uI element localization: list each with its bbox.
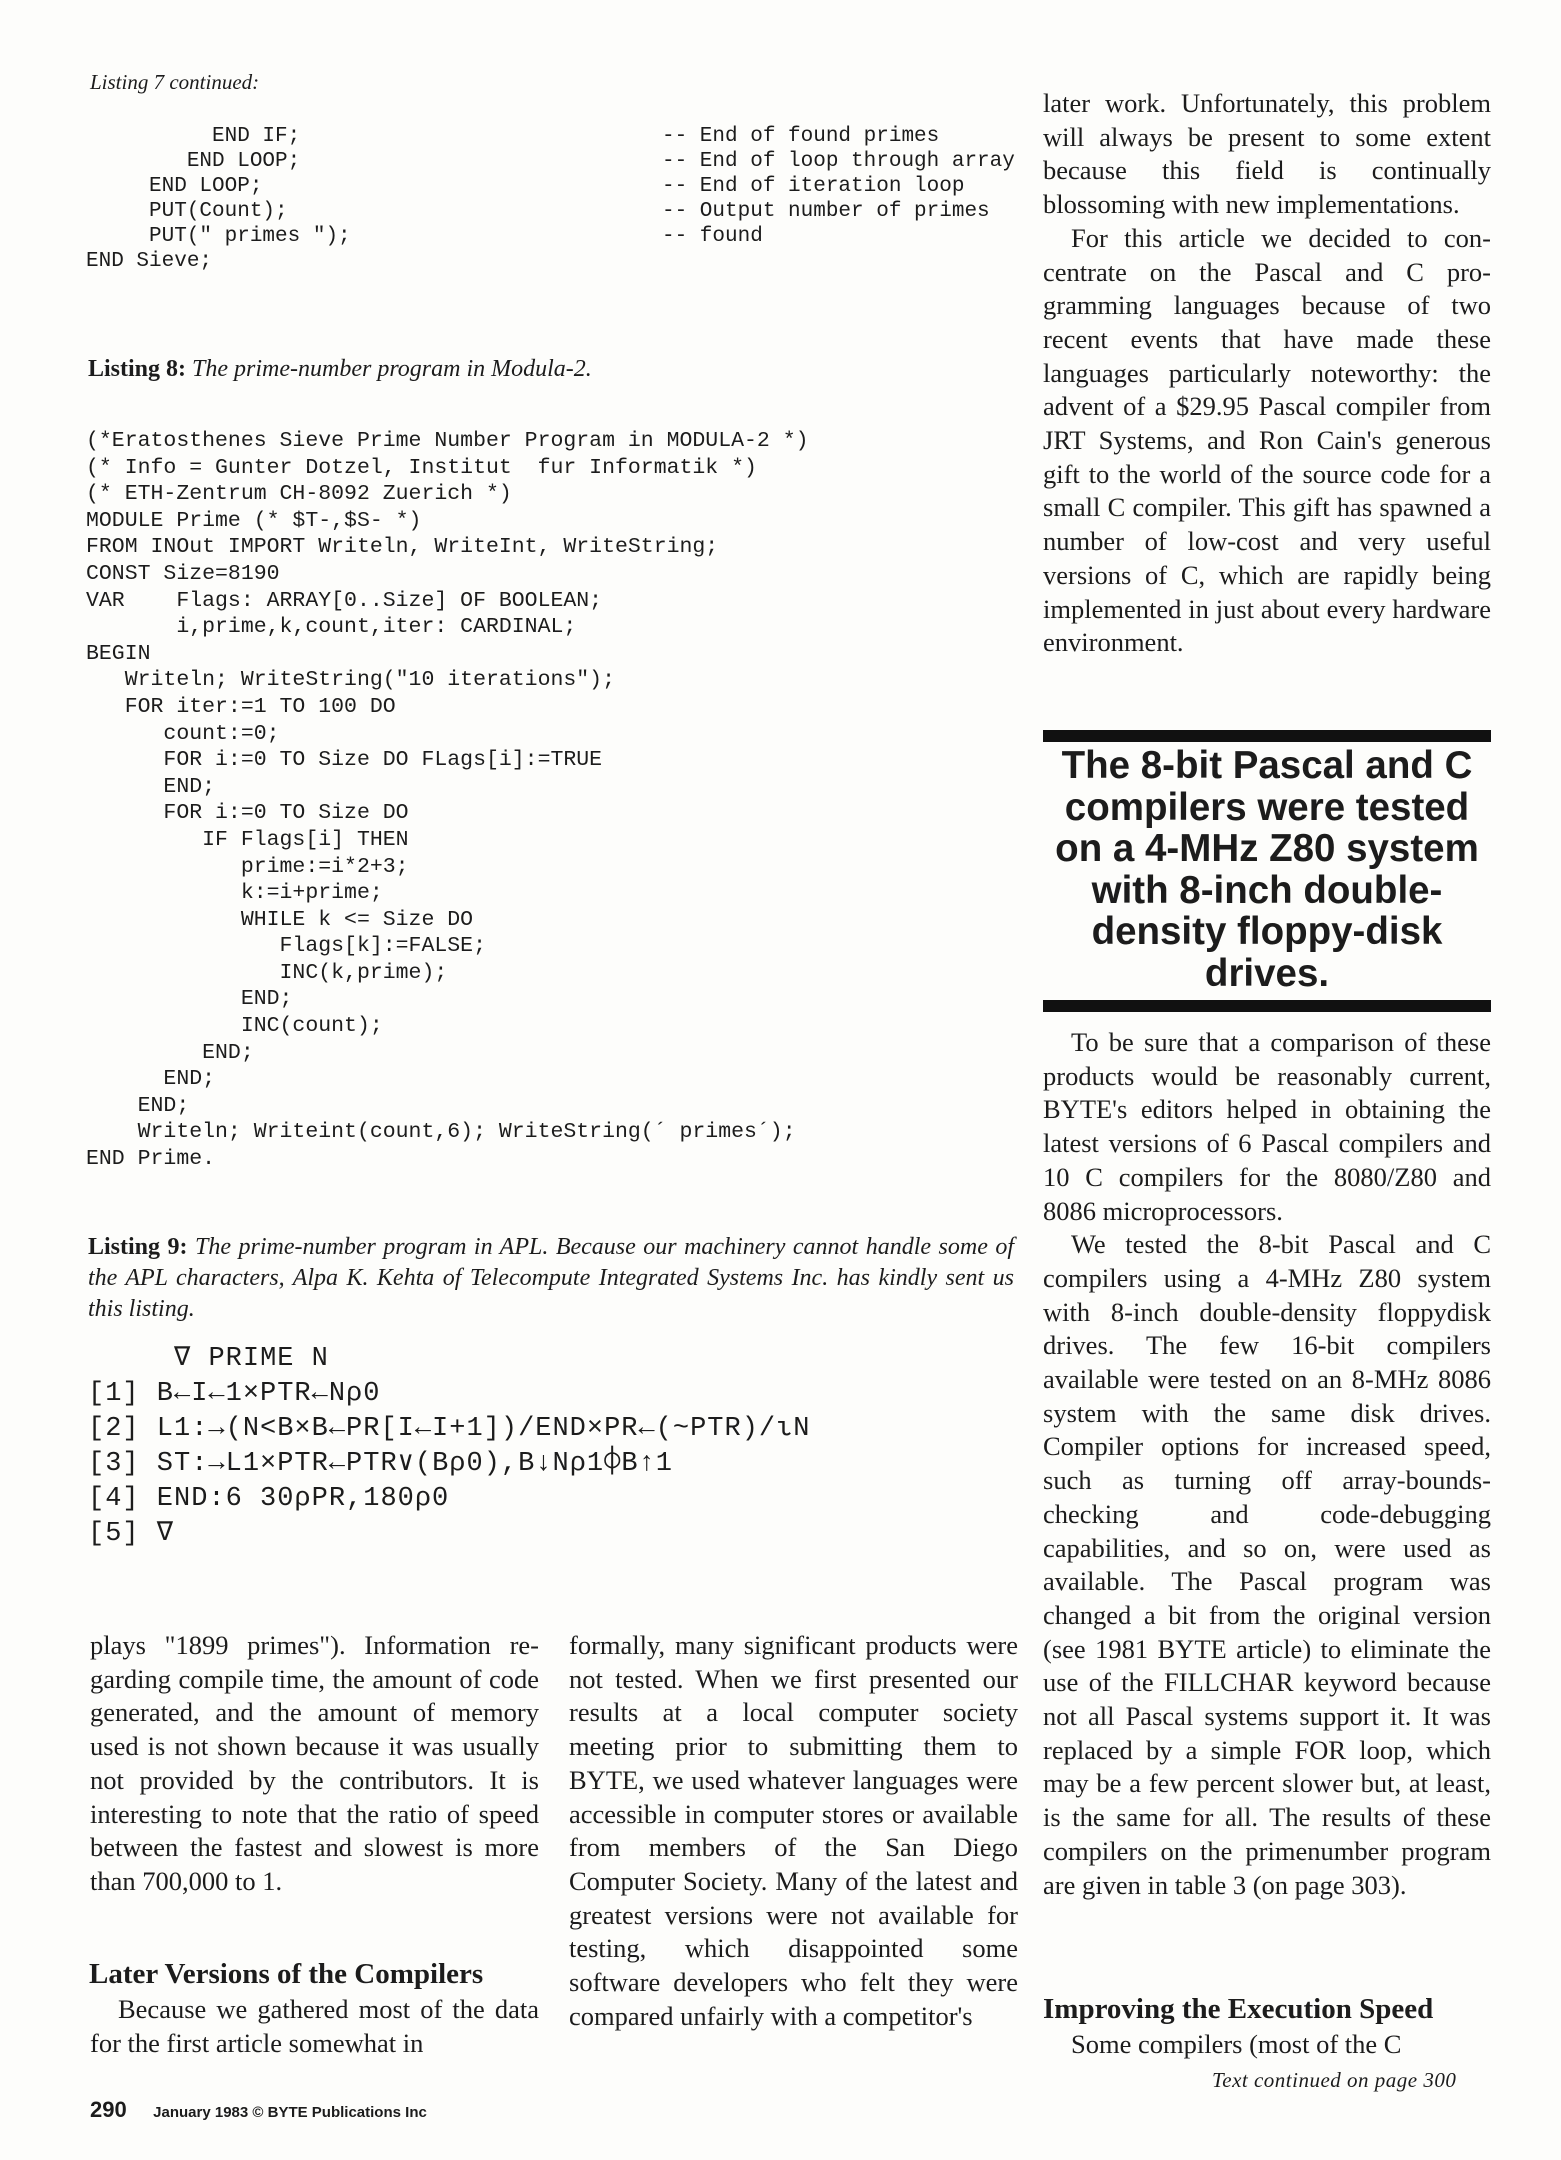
comment-line: -- Output number of primes [662, 200, 990, 223]
listing7-caption: Listing 7 continued: [90, 70, 260, 94]
comment-line: -- found [662, 225, 763, 248]
text-continued-note: Text continued on page 300 [1212, 2068, 1457, 2092]
listing9-caption [88, 1232, 1014, 1325]
code-line: END Sieve; [86, 250, 213, 273]
listing9-code: ∇ PRIME N [1] B←I←1×PTR←Nρ0 [2] L1:→(N<B×B←PR[I←I+1])/END×PR←(~PTR)/ιN [3] ST:→L1×PTR←PTR∨(Bρ0),B↓Nρ1⌽B↑1 [4] END:6 30ρPR,180ρ0 [5] ∇ [88, 1344, 811, 1549]
col1-heading: Later Versions of the Compilers [89, 1958, 484, 1990]
page-footer [90, 2097, 427, 2123]
col3-paragraph-2: For this article we decided to concentrate on the Pascal and C programming languages because of two recent events that have made these languages particularly noteworthy: the advent of a $29.95 Pascal compiler from JRT Systems, and Ron Cain's generous gift to the world of the source code for a small C compiler. This gift has spawned a number of low-cost and very useful versions of C, which are rapidly being implemented in just about every hardware environment. [1043, 222, 1491, 658]
code-line: END IF; [86, 125, 301, 148]
code-line: PUT(Count); [86, 200, 288, 223]
comment-line: -- End of loop through array [662, 150, 1015, 173]
col1-paragraph-1: plays "1899 primes"). Information regarding compile time, the amount of code generated, and the amount of memory used is not shown because it was usually not provided by the contributors. It is interesting to note that the ratio of speed between the fastest and slowest is more than 700,000 to 1. [90, 1630, 539, 1896]
code-line: PUT(" primes "); [86, 225, 351, 248]
col3-paragraph-5: Some compilers (most of the C [1071, 2029, 1402, 2059]
listing8-caption [88, 356, 592, 383]
comment-line: -- End of iteration loop [662, 175, 965, 198]
listing8-code: (*Eratosthenes Sieve Prime Number Program in MODULA-2 *) (* Info = Gunter Dotzel, Institut fur Informatik *) (* ETH-Zentrum CH-8092 Zuerich *) MODULE Prime (* $T-,$S- *) FROM INOut IMPORT Writeln, WriteInt, WriteString; CONST Size=8190 VAR Flags: ARRAY[0..Size] OF BOOLEAN; i,prime,k,count,iter: CARDINAL; BEGIN Writeln; WriteString("10 iterations"); FOR iter:=1 TO 100 DO count:=0; FOR i:=0 TO Size DO FLags[i]:=TRUE END; FOR i:=0 TO Size DO IF Flags[i] THEN prime:=i*2+3; k:=i+prime; WHILE k <= Size DO Flags[k]:=FALSE; INC(k,prime); END; INC(count); END; END; END; Writeln; Writeint(count,6); WriteString(´ primes´); END Prime. [86, 429, 809, 1172]
col3-paragraph-4: We tested the 8-bit Pascal and C compilers using a 4-MHz Z80 system with 8-inch double-density floppydisk drives. The few 16-bit compilers available were tested on an 8-MHz 8086 system with the same disk drives. Compiler options for increased speed, such as turning off array-bounds-checking and code-debugging capabilities, and so on, were used as available. The Pascal program was changed a bit from the original version (see 1981 BYTE article) to eliminate the use of the FILLCHAR keyword because not all Pascal systems support it. It was replaced by a simple FOR loop, which may be a few percent slower but, at least, is the same for all. The results of these compilers on the primenumber program are given in table 3 (on page 303). [1043, 1229, 1491, 1900]
col3-paragraph-3: To be sure that a comparison of these products would be reasonably current, BYTE's editors helped in obtaining the latest versions of 6 Pascal compilers and 10 C compilers for the 8080/Z80 and 8086 microprocessors. [1043, 1027, 1491, 1226]
col2-paragraph-1: formally, many significant products were not tested. When we first presented our results at a local computer society meeting prior to submitting them to BYTE, we used whatever languages were accessible in computer stores or available from members of the San Diego Computer Society. Many of the latest and greatest versions were not available for testing, which disappointed some software developers who felt they were compared unfairly with a competitor's [569, 1630, 1018, 2031]
pullquote-top-rule [1043, 730, 1491, 742]
code-line: END LOOP; [86, 150, 301, 173]
listing8-caption-text: The prime-number program in Modula-2. [192, 356, 592, 382]
col3-paragraph-1: later work. Unfortunately, this problem will always be present to some extent because this field is continually blossoming with new implementations. [1043, 88, 1491, 220]
listing9-label: Listing 9: [88, 1234, 188, 1260]
pullquote-bottom-rule [1043, 1000, 1491, 1012]
listing7-code [86, 124, 351, 274]
listing9-caption-text: The prime-number program in APL. Because our machinery cannot handle some of the APL characters, Alpa K. Kehta of Telecompute Integrated Systems Inc. has kindly sent us this listing. [88, 1234, 1015, 1322]
listing7-comments [662, 124, 1015, 249]
column-3 [1043, 87, 1491, 660]
pullquote: The 8-bit Pascal and C compilers were tested on a 4-MHz Z80 system with 8-inch double-density floppy-disk drives. [1055, 744, 1479, 995]
code-line: END LOOP; [86, 175, 263, 198]
column-2 [569, 1629, 1018, 2033]
column-1 [90, 1629, 539, 1899]
column-3-cont [1043, 1026, 1491, 1902]
col1-paragraph-2: Because we gathered most of the data for the first article somewhat in [90, 1994, 539, 2058]
page-number: 290 [90, 2097, 127, 2122]
listing8-label: Listing 8: [88, 356, 187, 382]
comment-line: -- End of found primes [662, 125, 940, 148]
column-1-cont [90, 1993, 539, 2060]
column-3-end [1043, 2028, 1491, 2062]
col3-heading: Improving the Execution Speed [1043, 1993, 1434, 2025]
footer-line: January 1983 © BYTE Publications Inc [153, 2104, 427, 2121]
